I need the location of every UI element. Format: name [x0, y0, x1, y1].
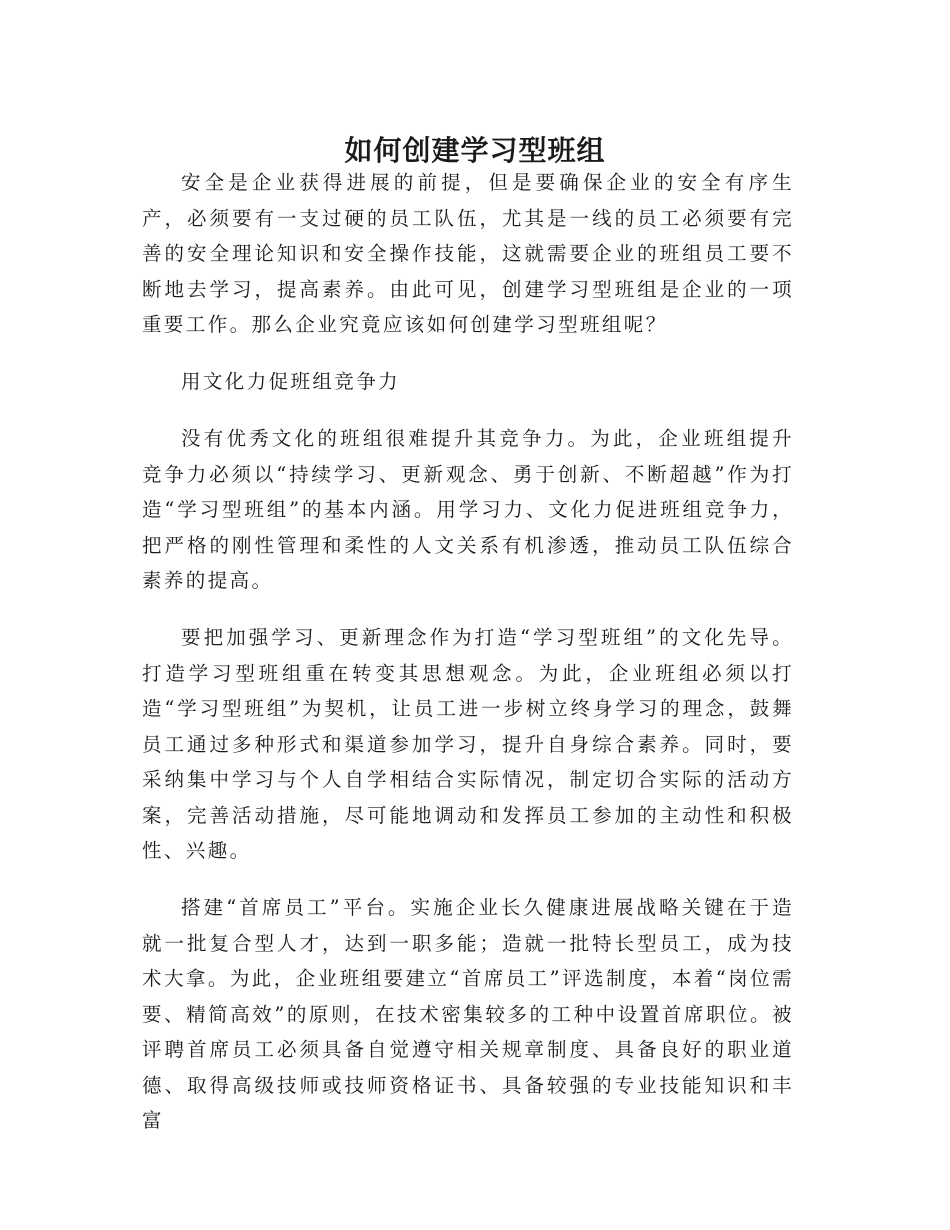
- document-title: 如何创建学习型班组: [344, 133, 606, 167]
- section-heading: 用文化力促班组竞争力: [181, 370, 401, 393]
- paragraph-intro: 安全是企业获得进展的前提，但是要确保企业的安全有序生产，必须要有一支过硬的员工队伍，尤其是一线的员工必须要有完善的安全理论知识和安全操作技能，这就需要企业的班组员工要不断地去学习，提高素养。由此可见，创建学习型班组是企业的一项重要工作。那么企业究竟应该如何创建学习型班组呢？: [142, 171, 794, 336]
- document-body: [142, 165, 794, 1160]
- paragraph-chief-staff: 搭建“首席员工”平台。实施企业长久健康进展战略关键在于造就一批复合型人才，达到一职多能；造就一批特长型员工，成为技术大拿。为此，企业班组要建立“首席员工”评选制度，本着“岗位需要、精简高效”的原则，在技术密集较多的工种中设置首席职位。被评聘首席员工必须具备自觉遵守相关规章制度、具备良好的职业道德、取得高级技师或技师资格证书、具备较强的专业技能知识和丰富: [142, 896, 794, 1132]
- paragraph-culture: 没有优秀文化的班组很难提升其竞争力。为此，企业班组提升竞争力必须以“持续学习、更新观念、勇于创新、不断超越”作为打造“学习型班组”的基本内涵。用学习力、文化力促进班组竞争力，把严格的刚性管理和柔性的人文关系有机渗透，推动员工队伍综合素养的提高。: [142, 427, 794, 592]
- paragraph-learning: 要把加强学习、更新理念作为打造“学习型班组”的文化先导。打造学习型班组重在转变其思想观念。为此，企业班组必须以打造“学习型班组”为契机，让员工进一步树立终身学习的理念，鼓舞员工通过多种形式和渠道参加学习，提升自身综合素养。同时，要采纳集中学习与个人自学相结合实际情况，制定切合实际的活动方案，完善活动措施，尽可能地调动和发挥员工参加的主动性和积极性、兴趣。: [142, 626, 794, 862]
